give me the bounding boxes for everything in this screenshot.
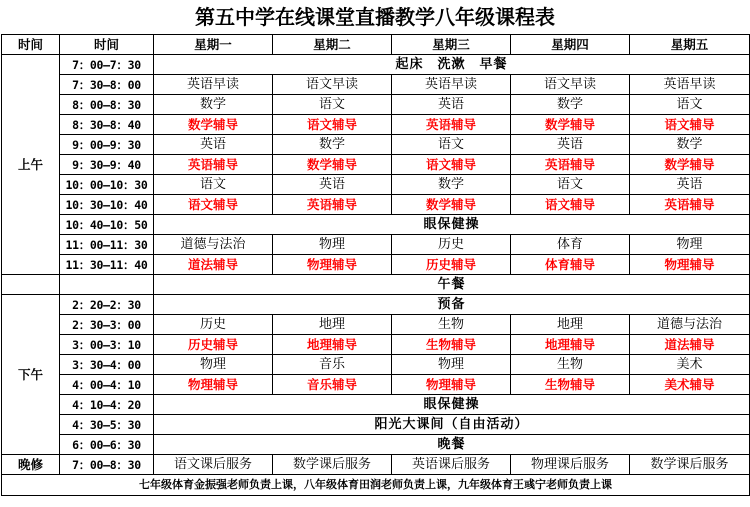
tutoring-cell-wed: 语文辅导	[392, 155, 511, 175]
time-slot: 2：30—3：00	[60, 315, 154, 335]
activity-span: 晚餐	[154, 435, 750, 455]
subject-cell-fri: 语文	[630, 95, 750, 115]
schedule-row	[2, 215, 750, 235]
schedule-row	[2, 175, 750, 195]
time-slot: 8：00—8：30	[60, 95, 154, 115]
subject-cell-wed: 生物	[392, 315, 511, 335]
subject-cell-thu: 英语	[511, 135, 630, 155]
subject-cell-tue: 数学	[273, 135, 392, 155]
tutoring-cell-fri: 美术辅导	[630, 375, 750, 395]
subject-cell-fri: 美术	[630, 355, 750, 375]
timetable	[1, 34, 750, 496]
tutoring-cell-wed: 数学辅导	[392, 195, 511, 215]
footer-row	[2, 475, 750, 496]
tutoring-cell-wed: 物理辅导	[392, 375, 511, 395]
tutoring-cell-tue: 语文辅导	[273, 115, 392, 135]
tutoring-cell-tue: 英语辅导	[273, 195, 392, 215]
time-slot: 7：00—8：30	[60, 455, 154, 475]
tutoring-cell-thu: 数学辅导	[511, 115, 630, 135]
subject-cell-fri: 英语	[630, 175, 750, 195]
time-slot	[60, 275, 154, 295]
subject-cell-tue: 地理	[273, 315, 392, 335]
subject-cell-fri: 数学课后服务	[630, 455, 750, 475]
header-row	[2, 35, 750, 55]
time-slot: 9：30—9：40	[60, 155, 154, 175]
tutoring-cell-mon: 道法辅导	[154, 255, 273, 275]
tutoring-cell-tue: 地理辅导	[273, 335, 392, 355]
time-slot: 4：00—4：10	[60, 375, 154, 395]
schedule-row	[2, 355, 750, 375]
time-slot: 7：00—7：30	[60, 55, 154, 75]
subject-cell-thu: 体育	[511, 235, 630, 255]
tutoring-cell-tue: 物理辅导	[273, 255, 392, 275]
subject-cell-fri: 数学	[630, 135, 750, 155]
tutoring-cell-fri: 道法辅导	[630, 335, 750, 355]
subject-cell-mon: 语文	[154, 175, 273, 195]
schedule-row	[2, 455, 750, 475]
schedule-row	[2, 375, 750, 395]
header-time: 时间	[60, 35, 154, 55]
tutoring-cell-fri: 物理辅导	[630, 255, 750, 275]
subject-cell-wed: 英语课后服务	[392, 455, 511, 475]
schedule-row	[2, 335, 750, 355]
subject-cell-mon: 英语	[154, 135, 273, 155]
subject-cell-thu: 地理	[511, 315, 630, 335]
header-day-tue: 星期二	[273, 35, 392, 55]
tutoring-cell-wed: 英语辅导	[392, 115, 511, 135]
subject-cell-mon: 道德与法治	[154, 235, 273, 255]
time-slot: 2：20—2：30	[60, 295, 154, 315]
subject-cell-thu: 生物	[511, 355, 630, 375]
tutoring-cell-fri: 数学辅导	[630, 155, 750, 175]
tutoring-cell-thu: 英语辅导	[511, 155, 630, 175]
time-slot: 4：30—5：30	[60, 415, 154, 435]
schedule-row	[2, 255, 750, 275]
time-slot: 10：00—10：30	[60, 175, 154, 195]
subject-cell-fri: 物理	[630, 235, 750, 255]
time-slot: 4：10—4：20	[60, 395, 154, 415]
schedule-row	[2, 395, 750, 415]
subject-cell-thu: 物理课后服务	[511, 455, 630, 475]
time-slot: 11：00—11：30	[60, 235, 154, 255]
page-title: 第五中学在线课堂直播教学八年级课程表	[195, 5, 555, 29]
subject-cell-wed: 物理	[392, 355, 511, 375]
subject-cell-mon: 英语早读	[154, 75, 273, 95]
tutoring-cell-thu: 语文辅导	[511, 195, 630, 215]
schedule-row	[2, 135, 750, 155]
time-slot: 6：00—6：30	[60, 435, 154, 455]
period-blank	[2, 275, 60, 295]
schedule-row	[2, 75, 750, 95]
activity-span: 午餐	[154, 275, 750, 295]
timetable-body	[2, 55, 750, 475]
footer-note: 七年级体育金振强老师负责上课，八年级体育田润老师负责上课，九年级体育王彧宁老师负责上课	[2, 475, 750, 496]
time-slot: 3：30—4：00	[60, 355, 154, 375]
subject-cell-mon: 语文课后服务	[154, 455, 273, 475]
tutoring-cell-mon: 语文辅导	[154, 195, 273, 215]
subject-cell-tue: 物理	[273, 235, 392, 255]
tutoring-cell-wed: 生物辅导	[392, 335, 511, 355]
header-day-fri: 星期五	[630, 35, 750, 55]
time-slot: 3：00—3：10	[60, 335, 154, 355]
activity-span: 阳光大课间（自由活动）	[154, 415, 750, 435]
time-slot: 10：40—10：50	[60, 215, 154, 235]
activity-span: 眼保健操	[154, 215, 750, 235]
subject-cell-tue: 数学课后服务	[273, 455, 392, 475]
subject-cell-wed: 英语	[392, 95, 511, 115]
subject-cell-wed: 英语早读	[392, 75, 511, 95]
subject-cell-mon: 物理	[154, 355, 273, 375]
time-slot: 10：30—10：40	[60, 195, 154, 215]
subject-cell-tue: 语文	[273, 95, 392, 115]
time-slot: 9：00—9：30	[60, 135, 154, 155]
subject-cell-thu: 数学	[511, 95, 630, 115]
period-afternoon: 下午	[2, 295, 60, 455]
subject-cell-thu: 语文早读	[511, 75, 630, 95]
activity-span: 眼保健操	[154, 395, 750, 415]
tutoring-cell-wed: 历史辅导	[392, 255, 511, 275]
subject-cell-tue: 音乐	[273, 355, 392, 375]
tutoring-cell-thu: 体育辅导	[511, 255, 630, 275]
schedule-row	[2, 195, 750, 215]
activity-span: 预备	[154, 295, 750, 315]
subject-cell-fri: 道德与法治	[630, 315, 750, 335]
tutoring-cell-mon: 历史辅导	[154, 335, 273, 355]
schedule-row	[2, 315, 750, 335]
tutoring-cell-tue: 音乐辅导	[273, 375, 392, 395]
tutoring-cell-thu: 地理辅导	[511, 335, 630, 355]
time-slot: 11：30—11：40	[60, 255, 154, 275]
tutoring-cell-tue: 数学辅导	[273, 155, 392, 175]
subject-cell-tue: 英语	[273, 175, 392, 195]
subject-cell-wed: 数学	[392, 175, 511, 195]
subject-cell-mon: 数学	[154, 95, 273, 115]
schedule-row	[2, 415, 750, 435]
header-day-thu: 星期四	[511, 35, 630, 55]
schedule-row	[2, 275, 750, 295]
period-evening: 晚修	[2, 455, 60, 475]
header-period: 时间	[2, 35, 60, 55]
time-slot: 8：30—8：40	[60, 115, 154, 135]
time-slot: 7：30—8：00	[60, 75, 154, 95]
schedule-row	[2, 155, 750, 175]
tutoring-cell-mon: 数学辅导	[154, 115, 273, 135]
header-day-wed: 星期三	[392, 35, 511, 55]
subject-cell-thu: 语文	[511, 175, 630, 195]
subject-cell-wed: 历史	[392, 235, 511, 255]
tutoring-cell-mon: 物理辅导	[154, 375, 273, 395]
subject-cell-mon: 历史	[154, 315, 273, 335]
tutoring-cell-mon: 英语辅导	[154, 155, 273, 175]
period-morning: 上午	[2, 55, 60, 275]
tutoring-cell-fri: 语文辅导	[630, 115, 750, 135]
subject-cell-tue: 语文早读	[273, 75, 392, 95]
schedule-row	[2, 115, 750, 135]
schedule-row	[2, 55, 750, 75]
schedule-row	[2, 435, 750, 455]
header-day-mon: 星期一	[154, 35, 273, 55]
schedule-row	[2, 235, 750, 255]
schedule-row	[2, 95, 750, 115]
tutoring-cell-fri: 英语辅导	[630, 195, 750, 215]
schedule-row	[2, 295, 750, 315]
subject-cell-wed: 语文	[392, 135, 511, 155]
subject-cell-fri: 英语早读	[630, 75, 750, 95]
activity-span: 起床 洗漱 早餐	[154, 55, 750, 75]
tutoring-cell-thu: 生物辅导	[511, 375, 630, 395]
